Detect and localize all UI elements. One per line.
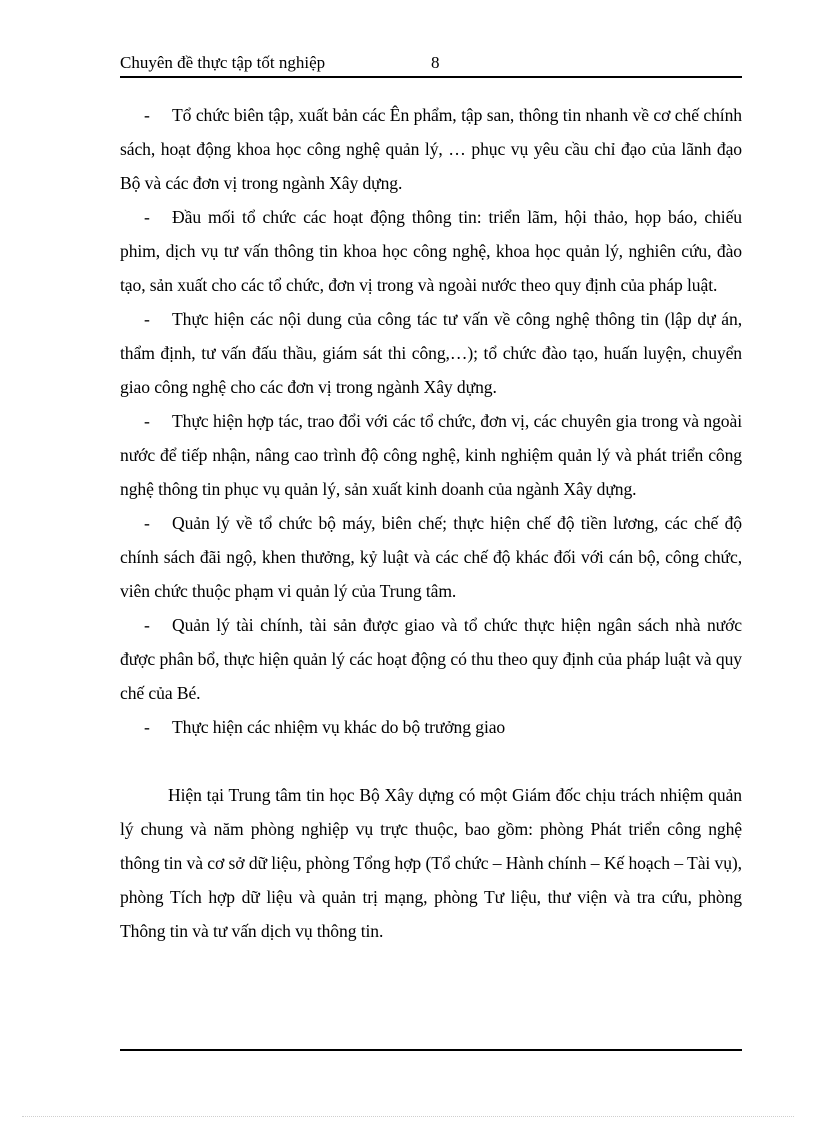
bullet-marker: - — [144, 717, 150, 737]
bullet-text: Đầu mối tổ chức các hoạt động thông tin: triển lãm, hội thảo, họp báo, chiếu phim, dịch vụ tư vấn thông tin khoa học công nghệ, khoa học quản lý, nghiên cứu, đào tạo, sản xuất cho các tổ chức, đơn vị trong và ngoài nước theo quy định của pháp luật. — [120, 207, 742, 295]
bullet-marker: - — [144, 309, 150, 329]
bullet-item — [120, 302, 742, 404]
bullet-item — [120, 404, 742, 506]
bullet-text: Quản lý tài chính, tài sản được giao và tổ chức thực hiện ngân sách nhà nước được phân bổ, thực hiện quản lý các hoạt động có thu theo quy định của pháp luật và quy chế của Bé. — [120, 615, 742, 703]
bullet-text: Thực hiện các nội dung của công tác tư vấn về công nghệ thông tin (lập dự án, thẩm định, tư vấn đấu thầu, giám sát thi công,…); tổ chức đào tạo, huấn luyện, chuyển giao công nghệ cho các đơn vị trong ngành Xây dựng. — [120, 309, 742, 397]
footer-rule — [120, 1049, 742, 1051]
bullet-item — [120, 98, 742, 200]
body-paragraph: Hiện tại Trung tâm tin học Bộ Xây dựng có một Giám đốc chịu trách nhiệm quản lý chung và năm phòng nghiệp vụ trực thuộc, bao gồm: phòng Phát triển công nghệ thông tin và cơ sở dữ liệu, phòng Tổng hợp (Tổ chức – Hành chính – Kế hoạch – Tài vụ), phòng Tích hợp dữ liệu và quản trị mạng, phòng Tư liệu, thư viện và tra cứu, phòng Thông tin và tư vấn dịch vụ thông tin. — [120, 785, 742, 941]
bullet-item — [120, 710, 742, 744]
header-rule — [120, 76, 742, 78]
bullet-text: Thực hiện các nhiệm vụ khác do bộ trưởng giao — [172, 717, 506, 737]
page-number: 8 — [431, 53, 440, 72]
body-content — [120, 98, 742, 948]
bullet-text: Quản lý về tổ chức bộ máy, biên chế; thực hiện chế độ tiền lương, các chế độ chính sách đãi ngộ, khen thưởng, kỷ luật và các chế độ khác đối với cán bộ, công chức, viên chức thuộc phạm vi quản lý của Trung tâm. — [120, 513, 742, 601]
bullet-marker: - — [144, 411, 150, 431]
bullet-item — [120, 608, 742, 710]
bullet-marker: - — [144, 207, 150, 227]
bullet-item — [120, 506, 742, 608]
bullet-item — [120, 200, 742, 302]
page-edge-divider — [22, 1116, 794, 1117]
page-header — [120, 52, 742, 76]
bullet-marker: - — [144, 615, 150, 635]
bullet-text: Thực hiện hợp tác, trao đổi với các tổ chức, đơn vị, các chuyên gia trong và ngoài nước để tiếp nhận, nâng cao trình độ công nghệ, kinh nghiệm quản lý và phát triển công nghệ thông tin phục vụ quản lý, sản xuất kinh doanh của ngành Xây dựng. — [120, 411, 742, 499]
header-title: Chuyên đề thực tập tốt nghiệp — [120, 53, 326, 72]
bullet-marker: - — [144, 105, 150, 125]
bullet-marker: - — [144, 513, 150, 533]
paragraph-spacer — [120, 744, 742, 778]
bullet-text: Tổ chức biên tập, xuất bản các Ên phẩm, tập san, thông tin nhanh về cơ chế chính sách, hoạt động khoa học công nghệ quản lý, … phục vụ yêu cầu chỉ đạo của lãnh đạo Bộ và các đơn vị trong ngành Xây dựng. — [120, 105, 742, 193]
